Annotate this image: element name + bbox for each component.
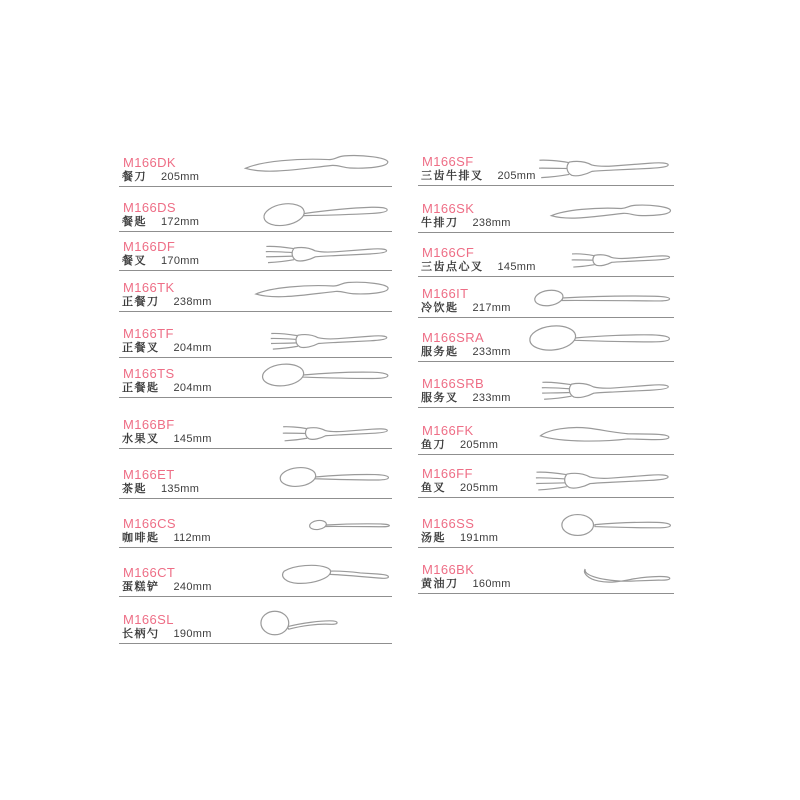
product-size: 145mm [497, 261, 536, 273]
product-size: 191mm [460, 532, 499, 544]
product-row [119, 449, 392, 499]
butter-knife-drawing [571, 564, 674, 586]
product-model: M166BK [422, 562, 475, 577]
product-row [418, 408, 674, 455]
product-name-cn: 正餐匙 [122, 382, 160, 394]
product-desc [122, 430, 212, 446]
product-name-cn: 餐刀 [122, 171, 147, 183]
steak-knife-drawing [549, 201, 674, 225]
product-size: 205mm [460, 482, 499, 494]
product-desc [421, 343, 511, 359]
product-desc [421, 299, 511, 315]
product-row [418, 362, 674, 408]
product-model: M166DS [123, 200, 176, 215]
product-size: 240mm [173, 581, 212, 593]
product-desc [421, 575, 511, 591]
product-row [418, 548, 674, 594]
product-name-cn: 咖啡匙 [122, 532, 160, 544]
product-size: 217mm [472, 302, 511, 314]
fruit-fork-drawing [281, 417, 392, 447]
table-knife-drawing [250, 278, 392, 304]
product-row [119, 232, 392, 271]
product-name-cn: 蛋糕铲 [122, 581, 160, 593]
product-row [119, 358, 392, 398]
product-row [418, 498, 674, 548]
product-model: M166DK [123, 155, 176, 170]
product-size: 170mm [161, 255, 200, 267]
product-model: M166FF [422, 466, 473, 481]
product-desc [122, 529, 211, 545]
product-desc [122, 379, 212, 395]
product-name-cn: 冷饮匙 [421, 302, 459, 314]
product-size: 145mm [173, 433, 212, 445]
product-row [418, 140, 674, 186]
product-desc [122, 293, 212, 309]
product-name-cn: 三齿点心叉 [421, 261, 484, 273]
product-model: M166TF [123, 326, 174, 341]
product-model: M166SK [422, 201, 475, 216]
dinner-fork-drawing [264, 235, 392, 270]
product-model: M166SRB [422, 376, 485, 391]
product-name-cn: 汤匙 [421, 532, 446, 544]
product-name-cn: 茶匙 [122, 483, 147, 495]
product-size: 112mm [173, 532, 211, 544]
product-desc [421, 214, 511, 230]
product-model: M166CT [123, 565, 176, 580]
product-size: 205mm [460, 439, 499, 451]
product-desc [421, 258, 536, 274]
tea-spoon-drawing [278, 463, 392, 491]
product-name-cn: 服务叉 [421, 392, 459, 404]
product-model: M166SF [422, 154, 474, 169]
product-size: 205mm [497, 170, 536, 182]
product-model: M166BF [123, 417, 175, 432]
product-size: 135mm [161, 483, 200, 495]
product-desc [421, 167, 536, 183]
product-size: 204mm [173, 342, 212, 354]
product-row [119, 597, 392, 644]
product-model: M166DF [123, 239, 176, 254]
product-name-cn: 鱼叉 [421, 482, 446, 494]
product-size: 233mm [472, 346, 511, 358]
product-size: 160mm [472, 578, 511, 590]
product-row [418, 233, 674, 277]
ladle-drawing [258, 606, 340, 640]
product-desc [122, 252, 199, 268]
iced-drink-spoon-drawing [532, 286, 674, 310]
product-desc [122, 339, 212, 355]
product-desc [122, 625, 212, 641]
product-desc [421, 389, 511, 405]
product-row [119, 187, 392, 232]
product-size: 204mm [173, 382, 212, 394]
product-row [119, 312, 392, 358]
product-model: M166SRA [422, 330, 485, 345]
product-model: M166TS [123, 366, 175, 381]
product-desc [421, 479, 498, 495]
product-size: 172mm [161, 216, 200, 228]
product-name-cn: 餐匙 [122, 216, 147, 228]
product-row [119, 398, 392, 449]
product-row [418, 455, 674, 498]
fish-knife-drawing [537, 423, 674, 447]
serving-fork-drawing [540, 370, 674, 407]
coffee-spoon-drawing [308, 515, 392, 535]
steak-fork-drawing [537, 148, 674, 185]
product-name-cn: 正餐叉 [122, 342, 160, 354]
product-row [418, 186, 674, 233]
product-model: M166FK [422, 423, 474, 438]
catalog-right-column [418, 140, 674, 594]
product-row [119, 548, 392, 597]
product-size: 233mm [472, 392, 511, 404]
product-size: 190mm [173, 628, 212, 640]
product-name-cn: 服务匙 [421, 346, 459, 358]
table-spoon-drawing [260, 360, 392, 390]
catalog-left-column [119, 141, 392, 644]
product-row [119, 141, 392, 187]
product-size: 205mm [161, 171, 200, 183]
product-size: 238mm [472, 217, 511, 229]
product-desc [122, 578, 212, 594]
product-name-cn: 水果叉 [122, 433, 160, 445]
product-desc [421, 529, 498, 545]
product-desc [122, 168, 199, 184]
product-model: M166TK [123, 280, 175, 295]
product-model: M166SL [123, 612, 174, 627]
product-name-cn: 长柄勺 [122, 628, 160, 640]
product-name-cn: 鱼刀 [421, 439, 446, 451]
product-desc [122, 480, 199, 496]
product-model: M166IT [422, 286, 469, 301]
product-desc [421, 436, 498, 452]
dinner-spoon-drawing [261, 194, 392, 231]
dessert-fork-drawing [570, 243, 674, 274]
product-row [418, 318, 674, 362]
product-size: 238mm [173, 296, 212, 308]
serving-spoon-drawing [527, 322, 674, 354]
soup-spoon-drawing [559, 510, 674, 540]
product-model: M166CS [123, 516, 176, 531]
product-desc [122, 213, 199, 229]
product-model: M166CF [422, 245, 475, 260]
product-row [119, 271, 392, 312]
table-fork-drawing [269, 322, 392, 356]
cake-server-drawing [277, 559, 392, 589]
product-row [119, 499, 392, 548]
product-name-cn: 黄油刀 [421, 578, 459, 590]
product-row [418, 277, 674, 318]
product-name-cn: 餐叉 [122, 255, 147, 267]
product-model: M166ET [123, 467, 175, 482]
product-name-cn: 牛排刀 [421, 217, 459, 229]
product-name-cn: 正餐刀 [122, 296, 160, 308]
product-name-cn: 三齿牛排叉 [421, 170, 484, 182]
fish-fork-drawing [534, 460, 674, 497]
product-model: M166SS [422, 516, 475, 531]
dinner-knife-drawing [237, 151, 392, 179]
